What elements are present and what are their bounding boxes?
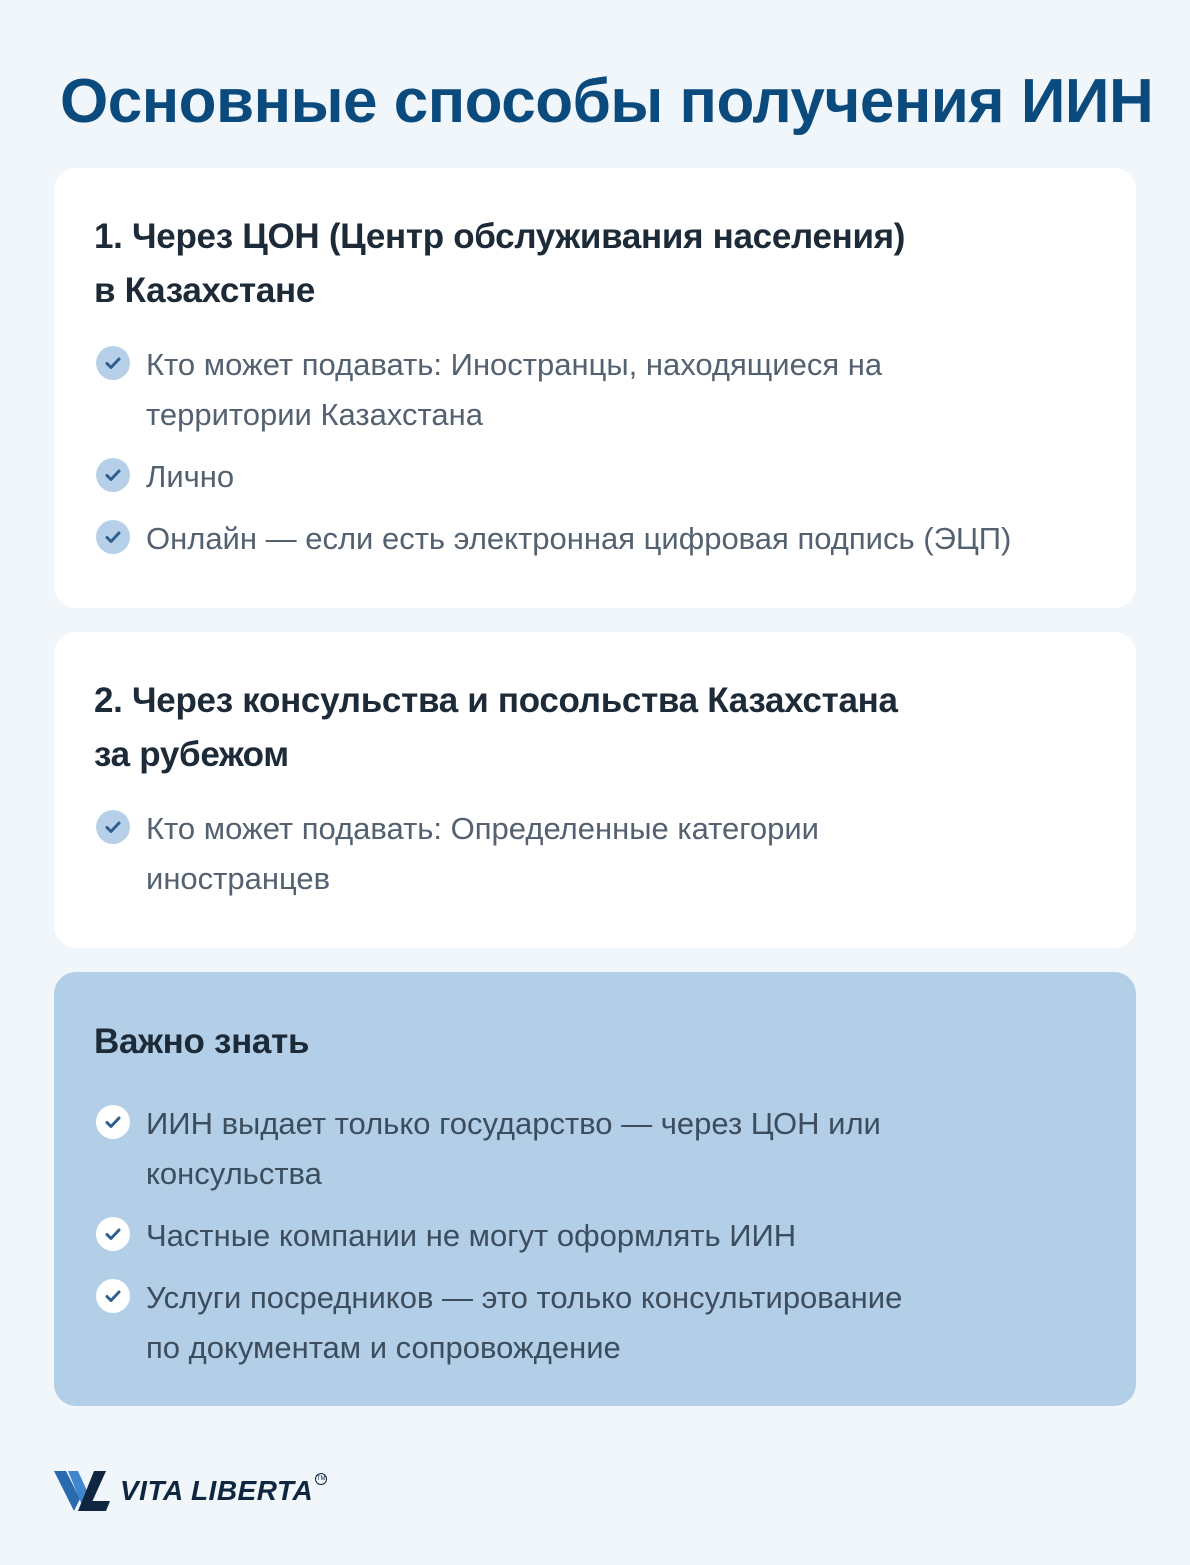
method-card-consulate bbox=[54, 632, 1136, 948]
brand-name: VITA LIBERTA bbox=[120, 1475, 314, 1506]
check-circle-icon bbox=[96, 810, 130, 844]
card-list bbox=[94, 340, 1096, 564]
list-item: Частные компании не могут оформлять ИИН bbox=[94, 1211, 1096, 1261]
list-item: Кто может подавать: Иностранцы, находящиеся на территории Казахстана bbox=[94, 340, 1096, 440]
check-circle-icon bbox=[96, 1217, 130, 1251]
check-circle-icon bbox=[96, 1279, 130, 1313]
check-circle-icon bbox=[96, 1105, 130, 1139]
page-title: Основные способы получения ИИН bbox=[60, 67, 1154, 136]
list-item: ИИН выдает только государство — через ЦОН или консульства bbox=[94, 1099, 1096, 1199]
important-info-card bbox=[54, 972, 1136, 1406]
card-title: 2. Через консульства и посольства Казахстана за рубежом bbox=[94, 681, 898, 774]
list-item: Онлайн — если есть электронная цифровая подпись (ЭЦП) bbox=[94, 514, 1096, 564]
card-title: 1. Через ЦОН (Центр обслуживания населения) в Казахстане bbox=[94, 217, 906, 310]
card-title: Важно знать bbox=[94, 1022, 310, 1061]
check-circle-icon bbox=[96, 520, 130, 554]
list-item: Кто может подавать: Определенные категории иностранцев bbox=[94, 804, 1096, 904]
trademark-mark: TM bbox=[315, 1473, 327, 1485]
vita-liberta-logo-icon bbox=[54, 1469, 110, 1513]
card-list bbox=[94, 804, 1096, 904]
check-circle-icon bbox=[96, 458, 130, 492]
brand-logo bbox=[54, 1466, 327, 1516]
list-item: Лично bbox=[94, 452, 1096, 502]
check-circle-icon bbox=[96, 346, 130, 380]
method-card-tson bbox=[54, 168, 1136, 608]
list-item: Услуги посредников — это только консультирование по документам и сопровождение bbox=[94, 1273, 1096, 1373]
card-list bbox=[94, 1099, 1096, 1373]
